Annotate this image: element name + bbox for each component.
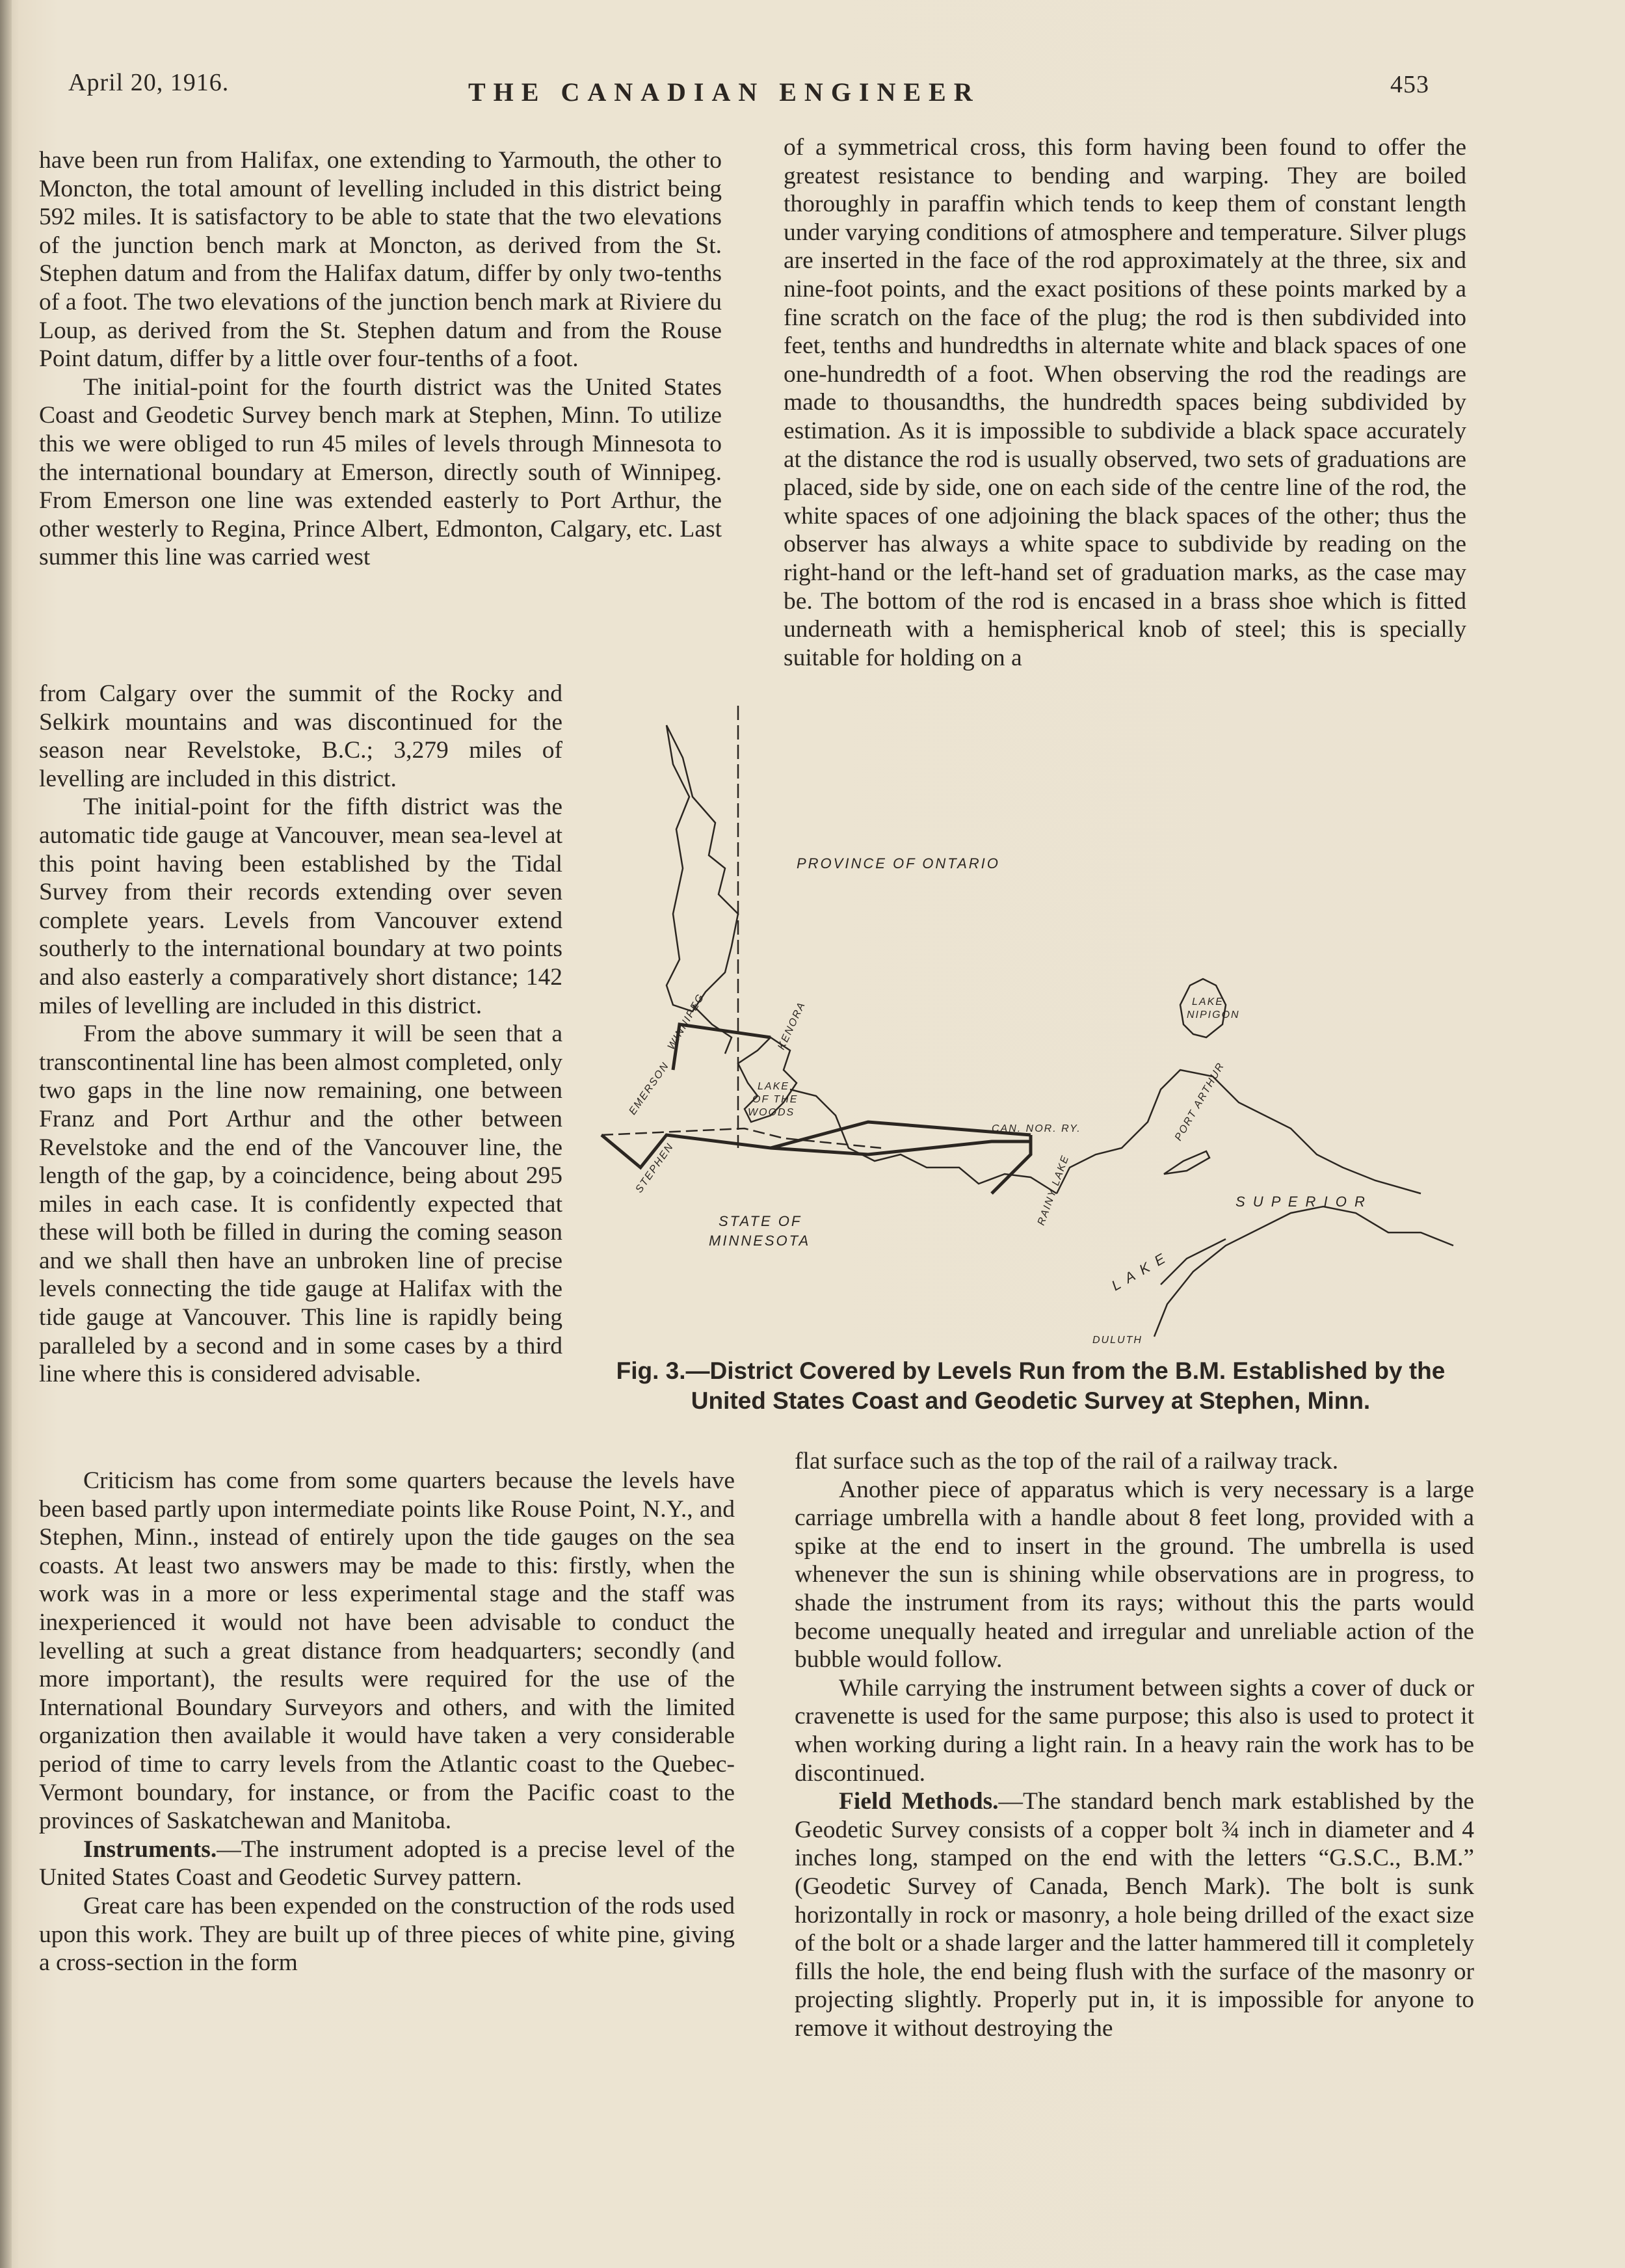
- header-date: April 20, 1916.: [68, 69, 230, 96]
- map-label-lake-of-the-woods: LAKE: [758, 1081, 789, 1092]
- left-column-narrow: [39, 680, 562, 1389]
- paragraph: While carrying the instrument between sights a cover of duck or cravenette is used for the same purpose; this also is used to protect it when working during a light rain. In a heavy rain the work has to be discontinued.: [795, 1674, 1474, 1787]
- map-label-lake-nipigon: LAKE: [1192, 996, 1224, 1007]
- map-label-emerson: EMERSON: [627, 1060, 672, 1117]
- map-isle-royale: [1164, 1151, 1209, 1174]
- section-heading-instruments: Instruments.: [83, 1835, 217, 1863]
- map-label-minnesota: STATE OF: [719, 1213, 802, 1229]
- paragraph: [795, 1787, 1474, 2042]
- map-label-stephen: STEPHEN: [633, 1141, 676, 1195]
- figure-map: [575, 699, 1486, 1346]
- map-label-lake-nipigon: NIPIGON: [1187, 1009, 1240, 1021]
- map-level-line: [992, 1135, 1031, 1194]
- paragraph-text: —The standard bench mark established by the Geodetic Survey consists of a copper bolt ¾ inch in diameter and 4 inches long, stamped on the end with the letters “G.S.C., B.M.” (Geodetic Survey of Canada, Bench Mark). The bolt is sunk horizontally in rock or masonry, a hole being drilled of the exact size of the bolt or a shade larger and the latter hammered till it completely fills the hole, the end being flush with the surface of the masonry or projecting slightly. Properly put in, it is impossible for anyone to remove it without destroying the: [795, 1788, 1474, 2042]
- paragraph: [39, 1835, 735, 1892]
- map-level-line: [673, 1024, 771, 1070]
- paragraph-text: —The instrument adopted is a precise level of the United States Coast and Geodetic Survey pattern.: [39, 1835, 735, 1891]
- paragraph: flat surface such as the top of the rail of a railway track.: [795, 1448, 1339, 1474]
- map-label-lake-of-the-woods: OF THE: [752, 1094, 799, 1105]
- map-label-lake: L A K E: [1109, 1249, 1170, 1294]
- map-label-rainy-lake: RAINY LAKE: [1035, 1153, 1072, 1227]
- paragraph: from Calgary over the summit of the Rocky and Selkirk mountains and was discontinued for the season near Revelstoke, B.C.; 3,279 miles of levelling are included in this district.: [39, 680, 562, 792]
- header-title: THE CANADIAN ENGINEER: [468, 77, 981, 107]
- left-column-bottom: [39, 1467, 735, 1977]
- map-label-port-arthur: PORT ARTHUR: [1172, 1060, 1227, 1143]
- paragraph: of a symmetrical cross, this form having been found to offer the greatest resistance to bending and warping. They are boiled thoroughly in paraffin which tends to keep them of constant length under varying conditions of atmosphere and temperature. Silver plugs are inserted in the face of the rod approximately at the three, six and nine-foot points, and the exact positions of these points marked by a fine scratch on the face of the plug; the rod is then subdivided into feet, tenths and hundredths in alternate white and black spaces of one one-hundredth of a foot. When observing the rod the readings are made to thousandths, the hundredth spaces being subdivided by estimation. As it is impossible to subdivide a black space accurately at the distance the rod is usually observed, two sets of graduations are placed, side by side, one on each side of the centre line of the rod, the white spaces of one adjoining the black spaces of the other; thus the observer has always a white space to subdivide by reading on the right-hand or the left-hand set of graduation marks, as the case may be. The bottom of the rod is encased in a brass shoe which is fitted underneath with a hemispherical knob of steel; this is specially suitable for holding on a: [784, 134, 1466, 671]
- map-label-duluth: DULUTH: [1092, 1335, 1143, 1346]
- paragraph: The initial-point for the fourth district was the United States Coast and Geodetic Survey bench mark at Stephen, Minn. To utilize this we were obliged to run 45 miles of levels through Minnesota to the international boundary at Emerson, directly south of Winnipeg. From Emerson one line was extended easterly to Port Arthur, the other westerly to Regina, Prince Albert, Edmonton, Calgary, etc. Last summer this line was carried west: [39, 373, 722, 571]
- map-label-can-nor-ry: CAN. NOR. RY.: [992, 1123, 1081, 1134]
- map-label-minnesota: MINNESOTA: [709, 1233, 811, 1249]
- header-page-number: 453: [1390, 71, 1429, 98]
- map-label-kenora: KENORA: [776, 1000, 808, 1052]
- right-column-bottom: [795, 1447, 1474, 2042]
- map-label-superior: S U P E R I O R: [1235, 1194, 1367, 1210]
- paragraph: Another piece of apparatus which is very necessary is a large carriage umbrella with a handle about 8 feet long, provided with a spike at the end to insert in the ground. The umbrella is used whenever the sun is shining while observations are in progress, to shade the instrument from its rays; without this the parts would become unequally heated and irregular and unreliable action of the bubble would follow.: [795, 1476, 1474, 1674]
- map-label-winnipeg: WINNIPEG: [665, 991, 707, 1052]
- left-column-top: [39, 146, 722, 572]
- paragraph: Criticism has come from some quarters because the levels have been based partly upon intermediate points like Rouse Point, N.Y., and Stephen, Minn., instead of entirely upon the tide gauges on the sea coasts. At least two answers may be made to this: firstly, when the work was in a more or less experimental stage and the staff was inexperienced it would not have been advisable to conduct the levelling at such a great distance from headquarters; secondly (and more important), the results were required for the use of the International Boundary Surveyors and others, and with the limited organization then available it would have taken a very considerable period of time to carry levels from the Atlantic coast to the Quebec-Vermont boundary, for instance, or from the Pacific coast to the provinces of Saskatchewan and Manitoba.: [39, 1467, 735, 1835]
- paragraph: The initial-point for the fifth district was the automatic tide gauge at Vancouver, mean sea-level at this point having been established by the Tidal Survey from their records extending over seven complete years. Levels from Vancouver extend southerly to the international boundary at two points and also easterly a comparatively short distance; 142 miles of levelling are included in this district.: [39, 794, 562, 1019]
- map-lake-winnipeg: [667, 725, 738, 1011]
- section-heading-field-methods: Field Methods.: [839, 1788, 999, 1815]
- paragraph: From the above summary it will be seen that a transcontinental line has been almost completed, only two gaps in the line now remaining, one between Franz and Port Arthur and the other between Revelstoke and the end of the Vancouver line, the length of the gap, by a coincidence, being about 295 miles in each case. It is confidently expected that these will both be filled in during the coming season and we shall then have an unbroken line of precise levels connecting the tide gauge at Halifax with the tide gauge at Vancouver. This line is rapidly being paralleled by a second and in some cases by a third line where this is considered advisable.: [39, 1021, 562, 1388]
- right-column-top: [784, 133, 1466, 672]
- map-label-lake-of-the-woods: WOODS: [748, 1107, 795, 1118]
- book-spine-shadow: [0, 0, 12, 2268]
- paragraph: Great care has been expended on the construction of the rods used upon this work. They are built up of three pieces of white pine, giving a cross-section in the form: [39, 1892, 735, 1977]
- map-lake-nipigon: [1180, 979, 1226, 1037]
- map-label-ontario: PROVINCE OF ONTARIO: [797, 855, 1000, 872]
- figure-caption: Fig. 3.—District Covered by Levels Run from the B.M. Established by the United States Coast and Geodetic Survey at Stephen, Minn.: [616, 1357, 1446, 1414]
- paragraph: have been run from Halifax, one extending to Yarmouth, the other to Moncton, the total amount of levelling included in this district being 592 miles. It is satisfactory to be able to state that the two elevations of the junction bench mark at Moncton, as derived from the St. Stephen datum and from the Halifax datum, differ by only two-tenths of a foot. The two elevations of the junction bench mark at Riviere du Loup, as derived from the St. Stephen datum and from the Rouse Point datum, differ by a little over four-tenths of a foot.: [39, 147, 722, 373]
- map-lake-superior: [1057, 1070, 1421, 1194]
